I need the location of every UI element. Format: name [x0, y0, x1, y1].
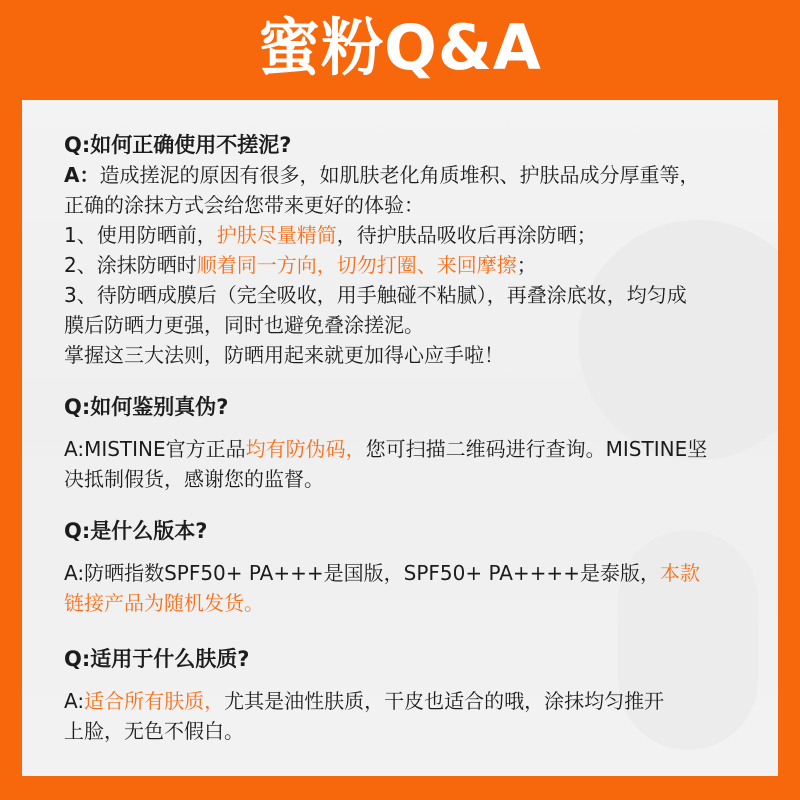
faq-item: [64, 130, 754, 370]
faq-answer-line: 膜后防晒力更强，同时也避免叠涂搓泥。: [64, 313, 424, 337]
answer-text: 尤其是油性肤质，干皮也适合的哦，涂抹均匀推开: [224, 689, 665, 713]
faq-answer-line: [64, 250, 754, 280]
faq-answer-line: [64, 558, 754, 588]
answer-highlight: 顺着同一方向，切勿打圈、来回摩擦: [196, 253, 517, 277]
faq-answer-line: [64, 220, 754, 250]
page-title: 蜜粉Q&A: [258, 11, 542, 84]
answer-text: 2、涂抹防晒时: [64, 253, 197, 277]
faq-answer-line: [64, 686, 754, 716]
answer-highlight: 本款: [659, 561, 700, 585]
faq-answer-line: 决抵制假货，感谢您的监督。: [64, 467, 324, 491]
answer-text: A:防晒指数SPF50+ PA+++是国版，SPF50+ PA++++是泰版，: [64, 561, 660, 585]
answer-text: 您可扫描二维码进行查询。MISTINE坚: [365, 437, 708, 461]
faq-question: Q:是什么版本?: [64, 519, 208, 543]
faq-answer-line: 正确的涂抹方式会给您带来更好的体验：: [64, 193, 424, 217]
faq-answer-line: [64, 160, 754, 190]
faq-answer-line: 掌握这三大法则，防晒用起来就更加得心应手啦！: [64, 343, 504, 367]
faq-answer-line: 上脸，无色不假白。: [64, 719, 244, 743]
faq-question: Q:如何正确使用不搓泥?: [64, 133, 292, 157]
answer-text: ；: [516, 253, 537, 277]
answer-text: 造成搓泥的原因有很多，如肌肤老化角质堆积、护肤品成分厚重等，: [99, 163, 700, 187]
answer-highlight: 均有防伪码，: [245, 437, 366, 461]
answer-text: 1、使用防晒前，: [64, 223, 217, 247]
faq-item: [64, 644, 754, 746]
answer-highlight: 链接产品为随机发货。: [64, 591, 264, 615]
answer-highlight: 适合所有肤质，: [84, 689, 225, 713]
faq-answer-line: [64, 588, 754, 618]
faq-list: [64, 130, 754, 746]
answer-prefix: A：: [64, 163, 100, 187]
answer-text: A:MISTINE官方正品: [64, 437, 246, 461]
faq-answer-line: 3、待防晒成膜后（完全吸收，用手触碰不粘腻），再叠涂底妆，均匀成: [64, 283, 687, 307]
faq-question: Q:适用于什么肤质?: [64, 647, 250, 671]
header-banner: [0, 0, 800, 100]
answer-text: A:: [64, 689, 85, 713]
faq-item: [64, 392, 754, 494]
faq-answer-line: [64, 434, 754, 464]
faq-card: [22, 100, 778, 776]
answer-highlight: 护肤尽量精简: [216, 223, 337, 247]
answer-text: ，待护肤品吸收后再涂防晒；: [336, 223, 597, 247]
faq-question: Q:如何鉴别真伪?: [64, 395, 229, 419]
faq-item: [64, 516, 754, 618]
